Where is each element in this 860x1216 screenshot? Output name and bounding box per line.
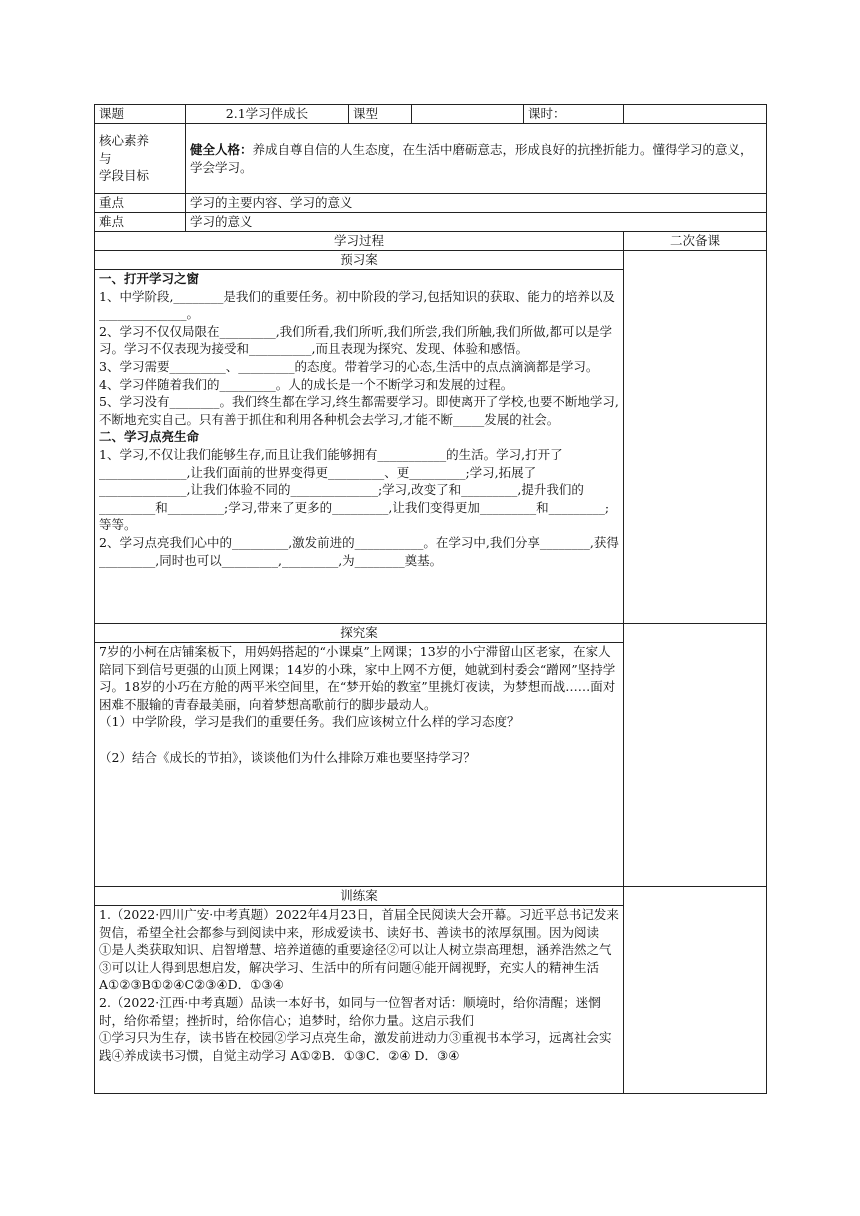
lesson-label: 课题 xyxy=(95,105,186,124)
secondary-prep-header: 二次备课 xyxy=(624,232,767,251)
explore-content xyxy=(95,643,624,887)
training-q2-stem: 2.（2022·江西·中考真题）品读一本好书，如同与一位智者对话：顺境时，给你清醒；迷惘时，给你希望；挫折时，给你信心；追梦时，给你力量。这启示我们 xyxy=(99,994,601,1028)
section1-item-2: 2、学习不仅仅局限在_________,我们所看,我们所听,我们所尝,我们所触,我们所做,都可以是学习。学习不仅表现为接受和__________,而且表现为探究、发现、体验和感悟。 xyxy=(99,323,613,357)
section1-item-4: 4、学习伴随着我们的_________。人的成长是一个不断学习和发展的过程。 xyxy=(99,376,514,392)
lesson-plan-table xyxy=(94,104,767,1094)
key-points-label: 重点 xyxy=(95,194,186,213)
training-q1-stem: 1.（2022·四川广安·中考真题）2022年4月23日，首届全民阅读大会开幕。习近平总书记发来贺信，希望全社会都参与到阅读中来，形成爱读书、读好书、善读书的浓厚氛围。因为阅读 xyxy=(99,907,619,940)
lesson-plan-page xyxy=(94,104,766,1094)
goals-content xyxy=(186,124,767,194)
section1-title: 一、打开学习之窗 xyxy=(99,271,200,286)
goals-label-line2: 与 xyxy=(99,150,112,166)
training-q1-options: ①是人类获取知识、启智增慧、培养道德的重要途径②可以让人树立崇高理想，涵养浩然之气③可以让人得到思想启发，解决学习、生活中的所有问题④能开阔视野，充实人的精神生活 A①②③B①②④C②③④D．①③④ xyxy=(99,942,612,993)
goals-label xyxy=(95,124,186,194)
goals-label-line1: 核心素养 xyxy=(99,133,150,149)
type-label: 课型 xyxy=(349,105,412,124)
training-q2-options: ①学习只为生存，读书皆在校园②学习点亮生命，激发前进动力③重视书本学习，远离社会实践④养成读书习惯，自觉主动学习 A①②B．①③C．②④ D．③④ xyxy=(99,1030,612,1063)
section1-item-1: 1、中学阶段,________是我们的重要任务。初中阶段的学习,包括知识的获取、能力的培养以及______________。 xyxy=(99,288,615,322)
goals-bold-label: 健全人格： xyxy=(190,141,253,157)
preview-content xyxy=(95,270,624,624)
preview-side-cell xyxy=(624,251,767,624)
time-value xyxy=(624,105,767,124)
time-label: 课时： xyxy=(524,105,624,124)
section1-item-3: 3、学习需要_________、_________的态度。带着学习的心态,生活中的点点滴滴都是学习。 xyxy=(99,358,599,374)
section1-item-5: 5、学习没有________。我们终生都在学习,终生都需要学习。即使离开了学校,也要不断地学习,不断地充实自己。只有善于抓住和利用各种机会去学习,才能不断_____发展的社会。 xyxy=(99,394,619,427)
preview-header: 预习案 xyxy=(95,251,624,270)
explore-question-2: （2）结合《成长的节拍》，谈谈他们为什么排除万难也要坚持学习？ xyxy=(99,749,476,765)
difficulty-label: 难点 xyxy=(95,213,186,232)
explore-question-1: （1）中学阶段，学习是我们的重要任务。我们应该树立什么样的学习态度？ xyxy=(99,714,520,730)
difficulty-text: 学习的意义 xyxy=(186,213,767,232)
process-header: 学习过程 xyxy=(95,232,624,251)
training-header: 训练案 xyxy=(95,887,624,906)
explore-header: 探究案 xyxy=(95,624,624,643)
training-side-cell xyxy=(624,887,767,1094)
goals-text: 养成自尊自信的人生态度，在生活中磨砺意志，形成良好的抗挫折能力。懂得学习的意义，学会学习。 xyxy=(190,141,753,175)
training-content xyxy=(95,906,624,1094)
goals-label-line3: 学段目标 xyxy=(99,168,150,184)
type-value xyxy=(412,105,524,124)
lesson-title: 2.1学习伴成长 xyxy=(186,105,349,124)
key-points-text: 学习的主要内容、学习的意义 xyxy=(186,194,767,213)
section2-item-2: 2、学习点亮我们心中的_________,激发前进的___________。在学习中,我们分享________,获得_________,同时也可以_________,_________,为________奠基。 xyxy=(99,534,619,568)
section2-title: 二、学习点亮生命 xyxy=(99,429,200,445)
section2-item-1: 1、学习,不仅让我们能够生存,而且让我们能够拥有___________的生活。学习,打开了______________,让我们面前的世界变得更_________、更_________;学习,拓展了______________,让我们体验不同的______________;学习,改变了和_________,提升我们的_________和_________;学习,带来了更多的_________,让我们变得更加_________和_________;等等。 xyxy=(99,446,610,533)
explore-passage: 7岁的小柯在店铺案板下，用妈妈搭起的“小课桌”上网课；13岁的小宁滞留山区老家，在家人陪同下到信号更强的山顶上网课；14岁的小珠，家中上网不方便，她就到村委会“蹭网”坚持学习。18岁的小巧在方舱的两平米空间里，在“梦开始的教室”里挑灯夜读，为梦想而战……面对困难不服输的青春最美丽，向着梦想高歌前行的脚步最动人。 xyxy=(99,644,616,712)
explore-side-cell xyxy=(624,624,767,887)
